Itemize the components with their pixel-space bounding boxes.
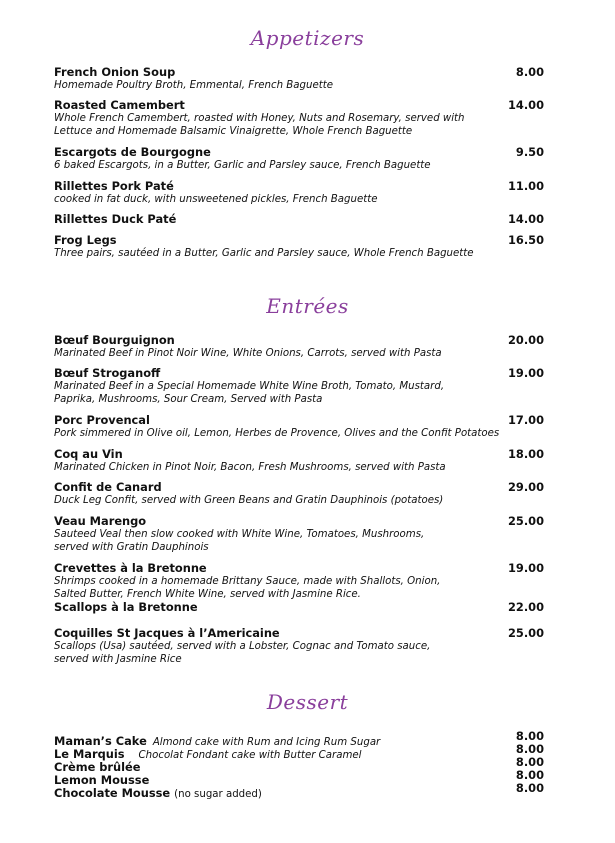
item-price: 9.50 xyxy=(515,145,544,159)
item-price: 11.00 xyxy=(507,179,544,193)
item-name: Lemon Mousse xyxy=(54,773,150,787)
item-price: 8.00 xyxy=(515,755,544,769)
item-price: 19.00 xyxy=(507,366,544,380)
item-description: Almond cake with Rum and Icing Rum Sugar xyxy=(152,737,381,748)
item-price: 17.00 xyxy=(507,413,544,427)
item-name: Escargots de Bourgogne xyxy=(54,145,211,159)
item-price: 8.00 xyxy=(515,729,544,743)
menu-item xyxy=(54,627,544,666)
section-title-dessert: Dessert xyxy=(266,690,349,714)
item-description: Three pairs, sautéed in a Butter, Garlic and Parsley sauce, Whole French Baguette xyxy=(54,248,474,259)
item-name: Coquilles St Jacques à l’Americaine xyxy=(54,626,280,640)
item-name: Maman’s Cake xyxy=(54,734,147,748)
menu-item xyxy=(54,448,544,474)
item-name: Rillettes Pork Paté xyxy=(54,179,174,193)
item-name: Scallops à la Bretonne xyxy=(54,600,198,614)
item-price: 18.00 xyxy=(507,447,544,461)
menu-item xyxy=(54,180,544,206)
item-description: Scallops (Usa) sautéed, served with a Lobster, Cognac and Tomato sauce, served with Jasmine Rice xyxy=(54,641,431,665)
item-price: 20.00 xyxy=(507,333,544,347)
menu-item xyxy=(54,99,544,138)
menu-item xyxy=(54,213,544,226)
menu-item xyxy=(54,481,544,507)
menu-item xyxy=(54,146,544,172)
section-title-appetizers: Appetizers xyxy=(250,26,365,50)
item-price: 25.00 xyxy=(507,626,544,640)
item-name: Veau Marengo xyxy=(54,514,147,528)
item-price: 14.00 xyxy=(507,98,544,112)
item-description: Homemade Poultry Broth, Emmental, French Baguette xyxy=(54,80,333,91)
item-description: Whole French Camembert, roasted with Honey, Nuts and Rosemary, served with Lettuce and Homemade Balsamic Vinaigrette, Whole French Baguette xyxy=(54,113,465,137)
item-name: Rillettes Duck Paté xyxy=(54,212,177,226)
item-description: Pork simmered in Olive oil, Lemon, Herbes de Provence, Olives and the Confit Potatoes xyxy=(54,428,500,439)
item-description: cooked in fat duck, with unsweetened pickles, French Baguette xyxy=(54,194,378,205)
item-price: 16.50 xyxy=(507,233,544,247)
menu-item xyxy=(54,414,544,440)
item-description: Shrimps cooked in a homemade Brittany Sauce, made with Shallots, Onion, Salted Butter, French White Wine, served with Jasmine Rice. xyxy=(54,576,441,600)
item-price: 8.00 xyxy=(515,768,544,782)
menu-item xyxy=(54,367,544,406)
item-description: Duck Leg Confit, served with Green Beans and Gratin Dauphinois (potatoes) xyxy=(54,495,444,506)
item-price: 22.00 xyxy=(507,600,544,614)
item-price: 14.00 xyxy=(507,212,544,226)
item-description: Sauteed Veal then slow cooked with White Wine, Tomatoes, Mushrooms, served with Gratin Dauphinois xyxy=(54,529,425,553)
item-name: French Onion Soup xyxy=(54,65,176,79)
section-title-entrees: Entrées xyxy=(266,294,349,318)
item-description: Marinated Beef in a Special Homemade White Wine Broth, Tomato, Mustard, Paprika, Mushrooms, Sour Cream, Served with Pasta xyxy=(54,381,445,405)
item-name: Bœuf Stroganoff xyxy=(54,366,161,380)
item-name: Bœuf Bourguignon xyxy=(54,333,175,347)
item-name: Coq au Vin xyxy=(54,447,123,461)
item-name: Crème brûlée xyxy=(54,760,141,774)
item-name: Frog Legs xyxy=(54,233,117,247)
menu-item xyxy=(54,601,544,614)
menu-item xyxy=(54,334,544,360)
item-price: 19.00 xyxy=(507,561,544,575)
item-price: 8.00 xyxy=(515,742,544,756)
item-price: 25.00 xyxy=(507,514,544,528)
item-description: Marinated Chicken in Pinot Noir, Bacon, Fresh Mushrooms, served with Pasta xyxy=(54,462,446,473)
menu-item xyxy=(54,66,544,92)
menu-item xyxy=(54,234,544,260)
item-name: Chocolate Mousse xyxy=(54,786,171,800)
item-name: Confit de Canard xyxy=(54,480,162,494)
menu-item xyxy=(54,782,544,801)
menu-item xyxy=(54,515,544,554)
item-price: 8.00 xyxy=(515,65,544,79)
item-name: Roasted Camembert xyxy=(54,98,185,112)
item-description: Marinated Beef in Pinot Noir Wine, White Onions, Carrots, served with Pasta xyxy=(54,348,442,359)
item-name: Porc Provencal xyxy=(54,413,150,427)
item-description: 6 baked Escargots, in a Butter, Garlic and Parsley sauce, French Baguette xyxy=(54,160,431,171)
item-price: 29.00 xyxy=(507,480,544,494)
item-price: 8.00 xyxy=(515,781,544,795)
item-name: Le Marquis xyxy=(54,747,125,761)
item-description: (no sugar added) xyxy=(174,789,262,800)
menu-item xyxy=(54,562,544,601)
item-description: Chocolat Fondant cake with Butter Caramel xyxy=(138,750,362,761)
item-name: Crevettes à la Bretonne xyxy=(54,561,207,575)
